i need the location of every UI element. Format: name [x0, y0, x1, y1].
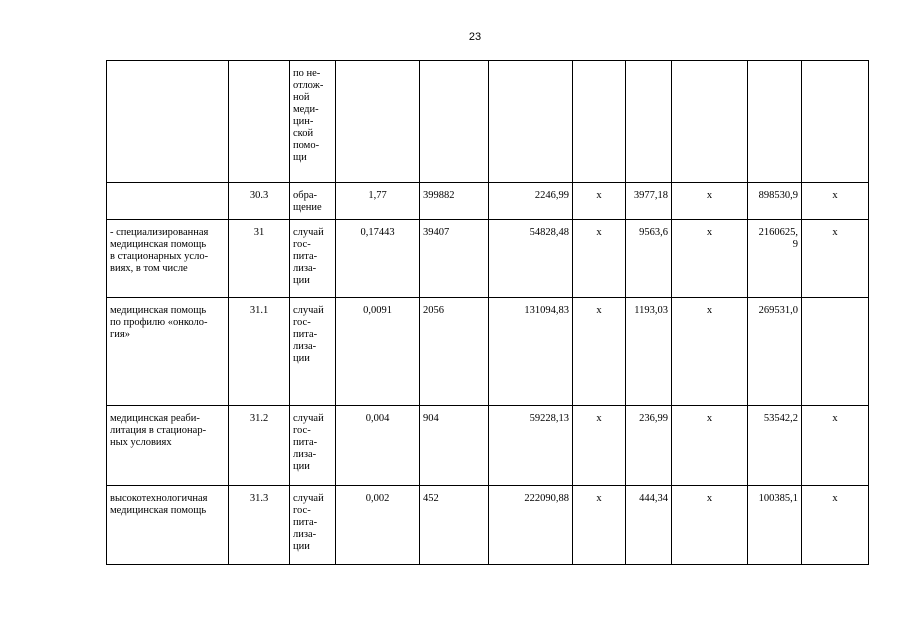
cost-cell: [489, 298, 573, 406]
cell-value: 1,77: [368, 190, 387, 201]
unit-line: лиза-: [293, 263, 317, 274]
row-name-line: в стационарных усло-: [110, 251, 209, 262]
cell-value: 0,0091: [363, 305, 392, 316]
unit-line: гос-: [293, 505, 311, 516]
cell-value: х: [706, 305, 713, 316]
row-number-cell: [229, 183, 290, 220]
unit-line: ции: [293, 461, 310, 472]
col3-cell: [672, 183, 748, 220]
row-name-cell: [107, 220, 229, 298]
col4-cell: [748, 183, 802, 220]
col5-cell: [802, 406, 869, 486]
count-cell: [420, 61, 489, 183]
col1-cell: [573, 183, 626, 220]
norm-cell: [336, 486, 420, 565]
unit-line: лиза-: [293, 449, 317, 460]
unit-line: гос-: [293, 425, 311, 436]
count-cell: [420, 183, 489, 220]
cell-value: 30.3: [249, 190, 269, 201]
unit-line: пита-: [293, 437, 318, 448]
cell-value: 0,002: [365, 493, 390, 504]
col2-cell: [626, 183, 672, 220]
table-row: [107, 61, 869, 183]
unit-line: лиза-: [293, 341, 317, 352]
unit-line: щение: [293, 202, 322, 213]
row-name-cell: [107, 486, 229, 565]
unit-line: помо-: [293, 140, 320, 151]
cell-value: 452: [423, 493, 439, 504]
cell-value: х: [706, 227, 713, 238]
cell-value: х: [596, 190, 602, 201]
row-number-cell: [229, 298, 290, 406]
col4-cell: [748, 220, 802, 298]
col4-cell: [748, 486, 802, 565]
unit-line: гос-: [293, 239, 311, 250]
col2-cell: [626, 406, 672, 486]
col3-cell: [672, 61, 748, 183]
unit-line: случай: [293, 227, 324, 238]
unit-line: цин-: [293, 116, 314, 127]
unit-line: пита-: [293, 517, 318, 528]
unit-line: ции: [293, 275, 310, 286]
table-row: [107, 406, 869, 486]
unit-line: щи: [293, 152, 307, 163]
page-number: 23: [468, 31, 482, 43]
cell-value: х: [596, 305, 602, 316]
row-name-line: медицинская помощь: [110, 239, 207, 250]
unit-line: ции: [293, 353, 310, 364]
col3-cell: [672, 486, 748, 565]
cell-value: 2160625,: [758, 227, 798, 238]
cell-value: 0,004: [365, 413, 390, 424]
row-number-cell: [229, 486, 290, 565]
row-name-line: медицинская реаби-: [110, 413, 200, 424]
cell-value: 39407: [423, 227, 450, 238]
table-row: [107, 220, 869, 298]
col3-cell: [672, 406, 748, 486]
col4-cell: [748, 298, 802, 406]
row-name-cell: [107, 406, 229, 486]
count-cell: [420, 298, 489, 406]
row-name-cell: [107, 298, 229, 406]
unit-cell: [290, 61, 336, 183]
norm-cell: [336, 183, 420, 220]
cell-value: 2056: [423, 305, 444, 316]
col3-cell: [672, 220, 748, 298]
col5-cell: [802, 183, 869, 220]
cell-value: 9563,6: [639, 227, 668, 238]
unit-line: ции: [293, 541, 310, 552]
cell-value: х: [596, 413, 602, 424]
col2-cell: [626, 220, 672, 298]
table-row: [107, 486, 869, 565]
col5-cell: [802, 486, 869, 565]
unit-cell: [290, 220, 336, 298]
unit-line: ской: [293, 128, 314, 139]
cell-value: 269531,0: [758, 305, 798, 316]
col2-cell: [626, 298, 672, 406]
row-number-cell: [229, 61, 290, 183]
cell-value: 53542,2: [763, 413, 798, 424]
unit-line: лиза-: [293, 529, 317, 540]
unit-line: отлож-: [293, 80, 324, 91]
cell-value: 3977,18: [633, 190, 668, 201]
count-cell: [420, 406, 489, 486]
cell-value: 100385,1: [758, 493, 798, 504]
unit-line: по не-: [293, 68, 321, 79]
cell-value: 59228,13: [529, 413, 569, 424]
row-name-line: по профилю «онколо-: [110, 317, 208, 328]
unit-line: гос-: [293, 317, 311, 328]
row-name-line: литация в стационар-: [110, 425, 207, 436]
col1-cell: [573, 406, 626, 486]
unit-line: обра-: [293, 190, 317, 201]
col4-cell: [748, 406, 802, 486]
col1-cell: [573, 486, 626, 565]
row-name-cell: [107, 61, 229, 183]
row-name-line: - специализированная: [110, 227, 209, 238]
norm-cell: [336, 298, 420, 406]
data-table: [106, 60, 869, 565]
unit-cell: [290, 486, 336, 565]
cost-cell: [489, 61, 573, 183]
cell-value: х: [832, 227, 838, 238]
row-number-cell: [229, 406, 290, 486]
col5-cell: [802, 220, 869, 298]
row-name-line: виях, в том числе: [110, 263, 188, 274]
count-cell: [420, 220, 489, 298]
col1-cell: [573, 220, 626, 298]
unit-cell: [290, 183, 336, 220]
cell-value: 1193,03: [634, 305, 668, 316]
cell-value: х: [832, 413, 838, 424]
col1-cell: [573, 61, 626, 183]
row-number-cell: [229, 220, 290, 298]
cell-value: 31.2: [249, 413, 269, 424]
cell-value: 0,17443: [360, 227, 395, 238]
col2-cell: [626, 486, 672, 565]
cell-value: х: [832, 493, 838, 504]
unit-line: ной: [293, 92, 310, 103]
col4-cell: [748, 61, 802, 183]
table-row: [107, 183, 869, 220]
cell-value: 31.1: [249, 305, 269, 316]
norm-cell: [336, 61, 420, 183]
cell-value: 904: [423, 413, 439, 424]
row-name-line: гия»: [110, 329, 131, 340]
cell-value: 399882: [423, 190, 455, 201]
row-name-line: ных условиях: [110, 437, 172, 448]
unit-line: меди-: [293, 104, 319, 115]
cell-value: х: [706, 493, 713, 504]
count-cell: [420, 486, 489, 565]
unit-line: пита-: [293, 251, 318, 262]
cost-cell: [489, 486, 573, 565]
cell-value: 131094,83: [524, 305, 569, 316]
unit-line: пита-: [293, 329, 318, 340]
table-row: [107, 298, 869, 406]
col5-cell: [802, 298, 869, 406]
col5-cell: [802, 61, 869, 183]
unit-line: случай: [293, 493, 324, 504]
row-name-cell: [107, 183, 229, 220]
col1-cell: [573, 298, 626, 406]
unit-line: случай: [293, 413, 324, 424]
cost-cell: [489, 406, 573, 486]
cell-value: 31: [253, 227, 265, 238]
row-name-line: высокотехнологичная: [110, 493, 208, 504]
unit-cell: [290, 298, 336, 406]
col3-cell: [672, 298, 748, 406]
unit-line: случай: [293, 305, 324, 316]
cost-cell: [489, 183, 573, 220]
cell-value: 9: [792, 239, 798, 250]
cell-value: х: [706, 413, 713, 424]
cell-value: х: [832, 190, 838, 201]
cell-value: 222090,88: [524, 493, 569, 504]
cell-value: 2246,99: [534, 190, 569, 201]
cost-cell: [489, 220, 573, 298]
cell-value: 898530,9: [758, 190, 798, 201]
cell-value: 31.3: [249, 493, 269, 504]
cell-value: х: [596, 493, 602, 504]
norm-cell: [336, 220, 420, 298]
norm-cell: [336, 406, 420, 486]
row-name-line: медицинская помощь: [110, 505, 207, 516]
cell-value: 236,99: [639, 413, 668, 424]
cell-value: 54828,48: [529, 227, 569, 238]
cell-value: х: [706, 190, 713, 201]
cell-value: х: [596, 227, 602, 238]
row-name-line: медицинская помощь: [110, 305, 207, 316]
cell-value: 444,34: [639, 493, 668, 504]
col2-cell: [626, 61, 672, 183]
unit-cell: [290, 406, 336, 486]
